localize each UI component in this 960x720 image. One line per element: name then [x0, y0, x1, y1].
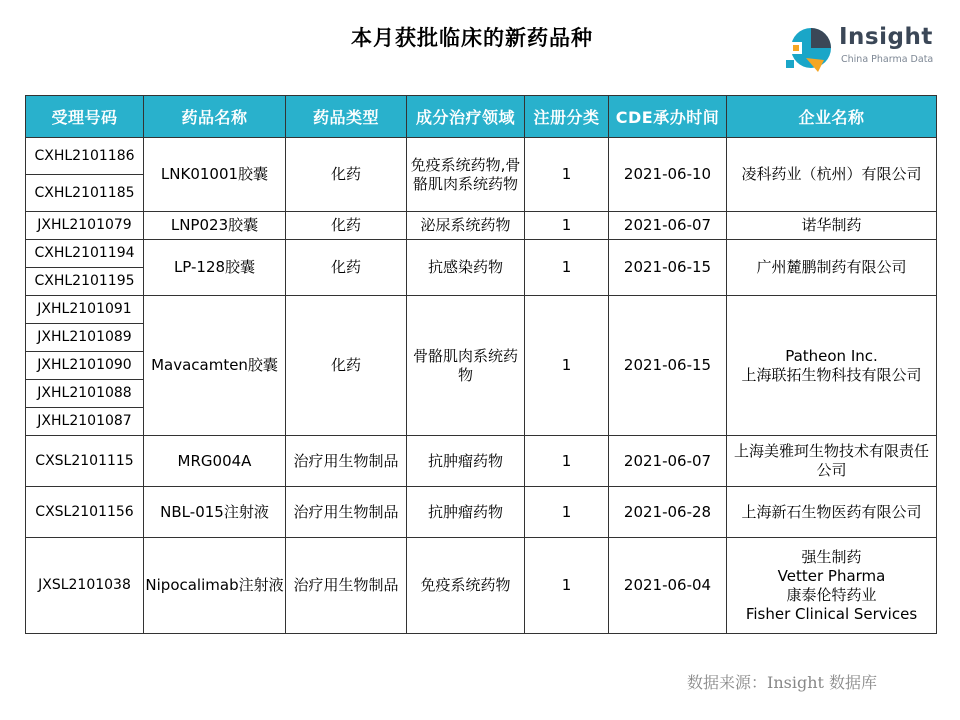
logo-subtitle: China Pharma Data	[841, 54, 934, 65]
insight-logo	[784, 20, 944, 76]
drug-type-cell: 治疗用生物制品	[286, 436, 407, 487]
therapeutic-area-cell: 泌尿系统药物	[407, 212, 525, 240]
cde-date-cell: 2021-06-07	[609, 212, 727, 240]
registration-class-cell: 1	[525, 212, 609, 240]
registration-class-cell: 1	[525, 240, 609, 296]
company-name: Fisher Clinical Services	[745, 604, 918, 623]
therapeutic-area-cell: 骨骼肌肉系统药物	[407, 296, 525, 436]
company-cell	[727, 212, 937, 240]
drug-type-cell: 治疗用生物制品	[286, 487, 407, 538]
company-name: Vetter Pharma	[777, 566, 886, 585]
company-cell	[727, 487, 937, 538]
company-name: 强生制药	[801, 547, 862, 566]
accept-number-cell: CXHL2101185	[26, 175, 144, 212]
company-cell	[727, 538, 937, 634]
accept-number-cell: JXHL2101087	[26, 408, 144, 436]
cde-date-cell: 2021-06-10	[609, 138, 727, 212]
accept-number-cell: CXHL2101195	[26, 268, 144, 296]
cde-date-cell: 2021-06-28	[609, 487, 727, 538]
company-name: Patheon Inc.	[785, 346, 878, 365]
therapeutic-area-cell: 免疫系统药物	[407, 538, 525, 634]
company-cell	[727, 240, 937, 296]
table-row	[26, 240, 937, 268]
table-row	[26, 538, 937, 634]
table-header-row	[26, 96, 937, 138]
company-cell	[727, 296, 937, 436]
therapeutic-area-cell: 抗肿瘤药物	[407, 436, 525, 487]
therapeutic-area-cell: 抗感染药物	[407, 240, 525, 296]
drug-type-cell: 化药	[286, 296, 407, 436]
header-accept-number: 受理号码	[26, 96, 144, 138]
table-row	[26, 138, 937, 175]
accept-number-cell: CXHL2101194	[26, 240, 144, 268]
drug-name-cell: Mavacamten胶囊	[144, 296, 286, 436]
company-name: 上海新石生物医药有限公司	[741, 502, 922, 521]
registration-class-cell: 1	[525, 296, 609, 436]
accept-number-cell: CXSL2101156	[26, 487, 144, 538]
accept-number-cell: CXHL2101186	[26, 138, 144, 175]
accept-number-cell: JXSL2101038	[26, 538, 144, 634]
table-body	[26, 138, 937, 634]
company-name: 凌科药业（杭州）有限公司	[741, 165, 922, 183]
company-cell	[727, 436, 937, 487]
drug-name-cell: Nipocalimab注射液	[144, 538, 286, 634]
drug-type-cell: 化药	[286, 240, 407, 296]
drug-table	[25, 95, 937, 634]
accept-number-cell: JXHL2101088	[26, 380, 144, 408]
cde-date-cell: 2021-06-04	[609, 538, 727, 634]
table-row	[26, 212, 937, 240]
company-name: 上海美雅珂生物技术有限责任公司	[733, 442, 929, 479]
table-row	[26, 487, 937, 538]
company-name: 诺华制药	[801, 216, 862, 234]
cde-date-cell: 2021-06-15	[609, 240, 727, 296]
drug-name-cell: LP-128胶囊	[144, 240, 286, 296]
logo-brand: Insight	[839, 24, 933, 50]
drug-type-cell: 化药	[286, 138, 407, 212]
accept-number-cell: JXHL2101090	[26, 352, 144, 380]
cde-date-cell: 2021-06-07	[609, 436, 727, 487]
drug-name-cell: LNP023胶囊	[144, 212, 286, 240]
therapeutic-area-cell: 免疫系统药物,骨骼肌肉系统药物	[407, 138, 525, 212]
registration-class-cell: 1	[525, 436, 609, 487]
header-drug-name: 药品名称	[144, 96, 286, 138]
registration-class-cell: 1	[525, 487, 609, 538]
header-therapeutic-area: 成分治疗领域	[407, 96, 525, 138]
cde-date-cell: 2021-06-15	[609, 296, 727, 436]
page-title: 本月获批临床的新药品种	[351, 26, 593, 50]
table-row	[26, 296, 937, 324]
registration-class-cell: 1	[525, 138, 609, 212]
accept-number-cell: JXHL2101079	[26, 212, 144, 240]
header-registration-class: 注册分类	[525, 96, 609, 138]
drug-type-cell: 治疗用生物制品	[286, 538, 407, 634]
header-company: 企业名称	[727, 96, 937, 138]
drug-name-cell: NBL-015注射液	[144, 487, 286, 538]
company-name: 康泰伦特药业	[786, 585, 877, 604]
therapeutic-area-cell: 抗肿瘤药物	[407, 487, 525, 538]
company-cell	[727, 138, 937, 212]
table-row	[26, 436, 937, 487]
company-name: 广州麓鹏制药有限公司	[756, 258, 907, 276]
insight-logo-icon	[784, 20, 836, 76]
drug-type-cell: 化药	[286, 212, 407, 240]
registration-class-cell: 1	[525, 538, 609, 634]
accept-number-cell: JXHL2101091	[26, 296, 144, 324]
company-name: 上海联拓生物科技有限公司	[741, 365, 922, 384]
header-cde-date: CDE承办时间	[609, 96, 727, 138]
data-source-note: 数据来源：Insight 数据库	[687, 673, 878, 692]
header-drug-type: 药品类型	[286, 96, 407, 138]
drug-name-cell: LNK01001胶囊	[144, 138, 286, 212]
drug-name-cell: MRG004A	[144, 436, 286, 487]
accept-number-cell: JXHL2101089	[26, 324, 144, 352]
accept-number-cell: CXSL2101115	[26, 436, 144, 487]
